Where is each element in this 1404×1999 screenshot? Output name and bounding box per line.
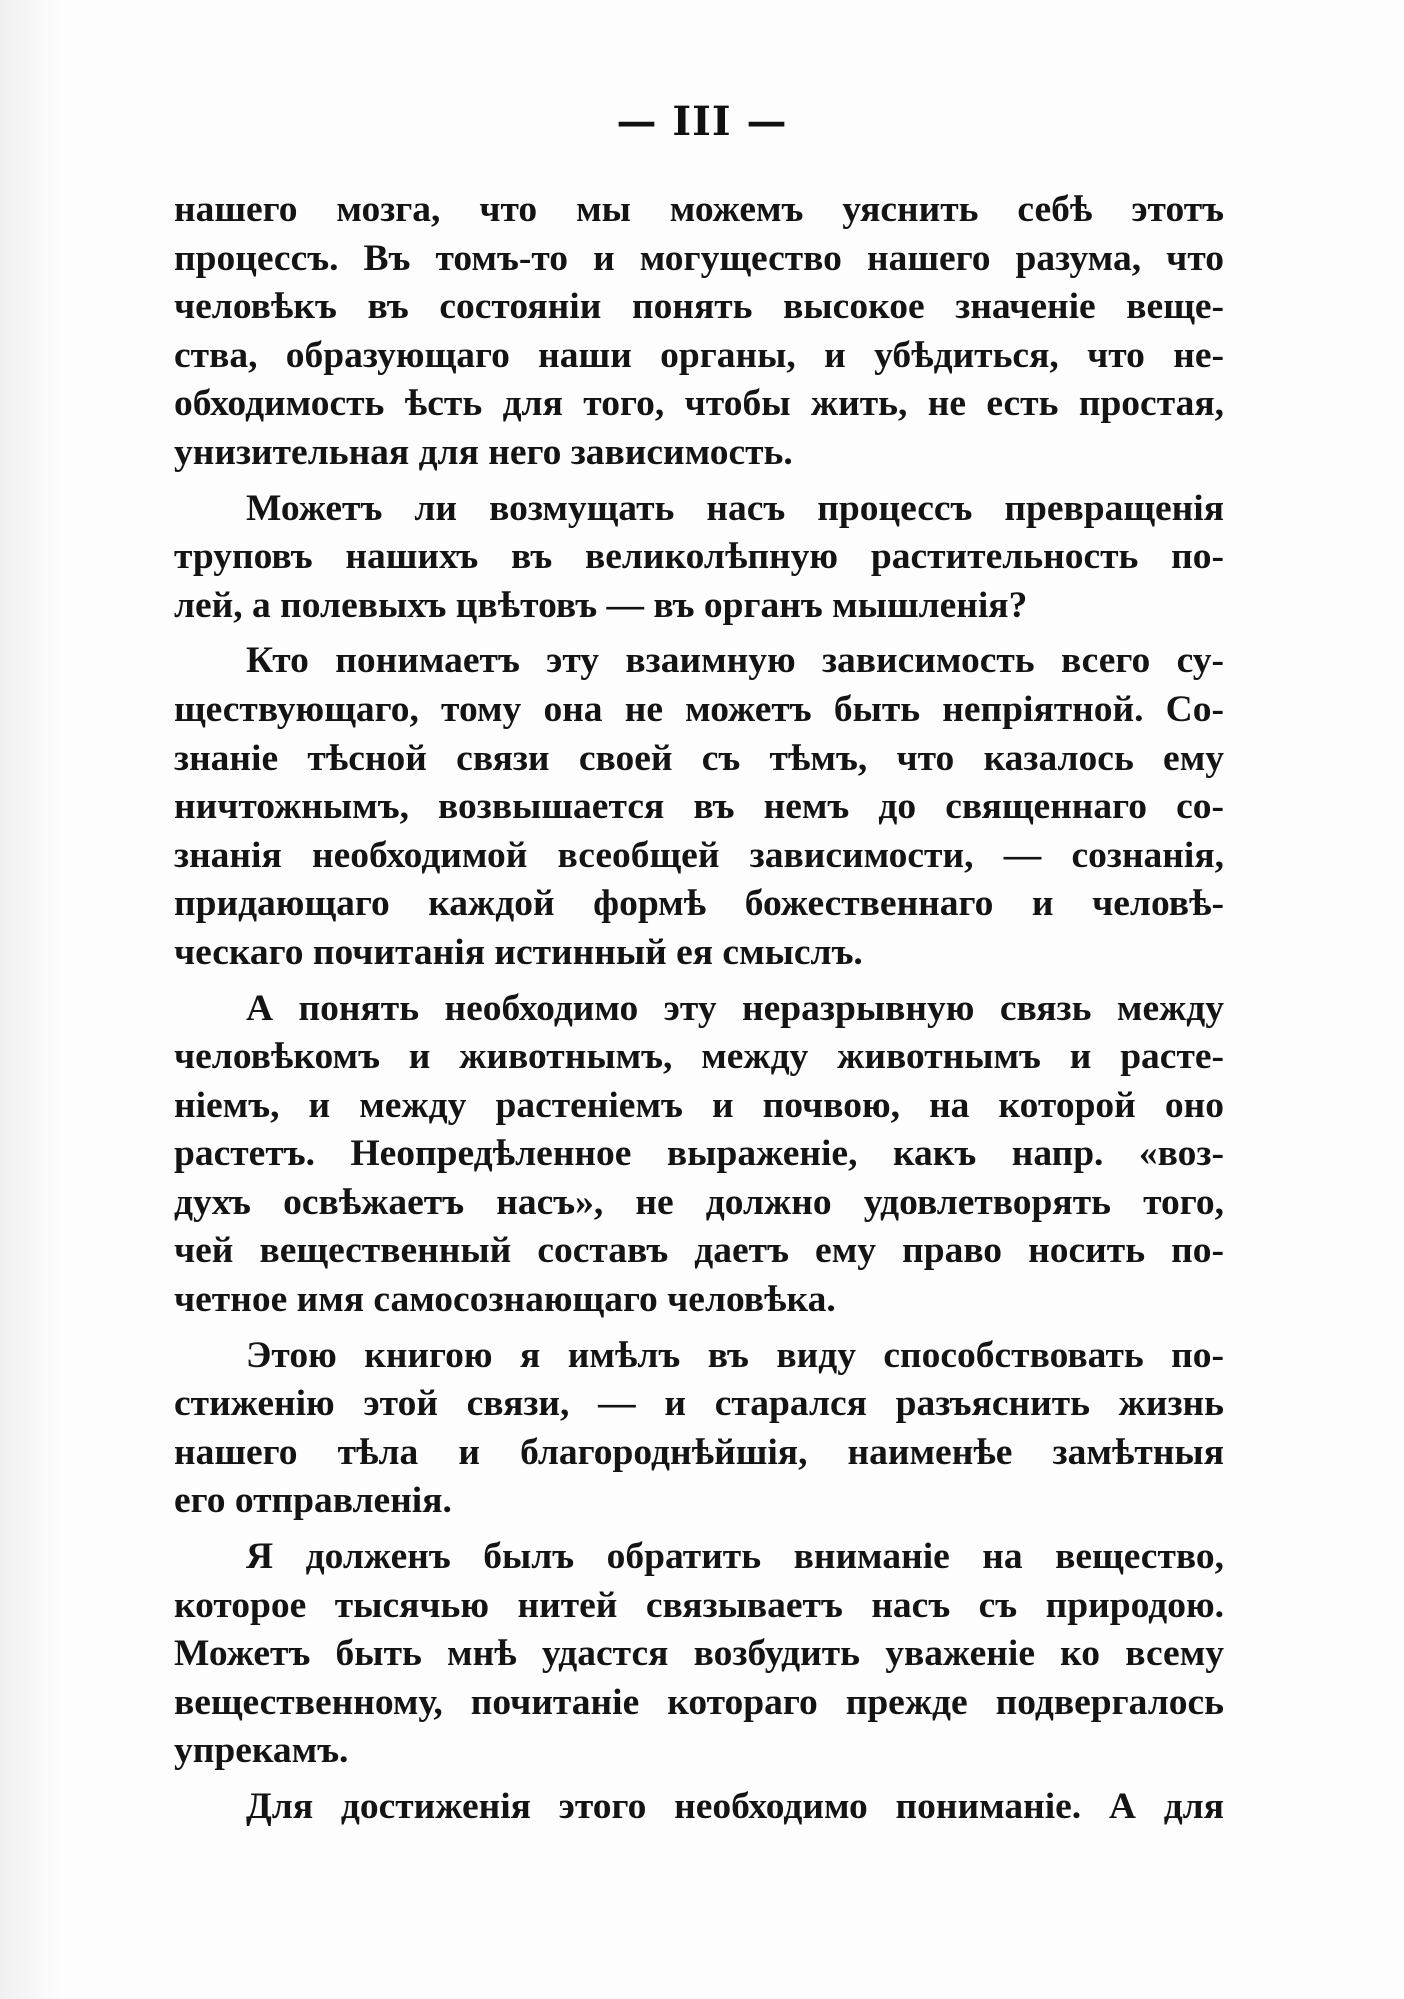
text-line: унизительная для него зависимость. <box>174 431 793 473</box>
text-line: труповъ нашихъ въ великолѣпную растительность по- <box>174 536 1224 578</box>
text-line: знанія необходимой всеобщей зависимости, — сознанія, <box>174 834 1224 876</box>
text-line: нашего мозга, что мы можемъ уяснить себѣ этотъ <box>174 189 1224 230</box>
text-line: человѣкомъ и животнымъ, между животнымъ и расте- <box>174 1036 1224 1078</box>
text-line: духъ освѣжаетъ насъ», не должно удовлетворять того, <box>174 1181 1224 1223</box>
text-line: вещественному, почитаніе котораго прежде подвергалось <box>174 1681 1224 1723</box>
paragraph <box>174 485 1224 631</box>
text-line: стиженію этой связи, — и старался разъяснить жизнь <box>174 1383 1224 1425</box>
text-line: Кто понимаетъ эту взаимную зависимость всего су- <box>246 640 1224 682</box>
text-line: процессъ. Въ томъ-то и могущество нашего разума, что <box>174 237 1224 279</box>
text-line: человѣкъ въ состояніи понять высокое значеніе веще- <box>174 286 1224 328</box>
text-line: растетъ. Неопредѣленное выраженіе, какъ напр. «воз- <box>174 1133 1224 1175</box>
text-line: нашего тѣла и благороднѣйшія, наименѣе замѣтныя <box>174 1431 1224 1473</box>
text-line: ніемъ, и между растеніемъ и почвою, на которой оно <box>174 1084 1224 1126</box>
text-line: его отправленія. <box>174 1480 452 1522</box>
paragraph <box>174 1783 1224 1832</box>
text-line: лей, а полевыхъ цвѣтовъ — въ органъ мышленія? <box>174 584 1028 626</box>
text-line: ществующаго, тому она не можетъ быть непріятной. Со- <box>174 688 1224 730</box>
paragraph <box>174 985 1224 1325</box>
text-line: Можетъ ли возмущать насъ процессъ превращенія <box>246 487 1224 529</box>
paragraph <box>174 1332 1224 1526</box>
text-line: Можетъ быть мнѣ удастся возбудить уваженіе ко всему <box>174 1633 1224 1675</box>
text-line: А понять необходимо эту неразрывную связь между <box>246 987 1224 1029</box>
text-line: Этою книгою я имѣлъ въ виду способствовать по- <box>246 1334 1224 1376</box>
text-line: ства, образующаго наши органы, и убѣдиться, что не- <box>174 334 1224 376</box>
paragraph <box>174 637 1224 977</box>
text-line: обходимость ѣсть для того, чтобы жить, не есть простая, <box>174 383 1224 425</box>
text-line: ничтожнымъ, возвышается въ немъ до священнаго со- <box>174 786 1224 828</box>
paragraph <box>174 186 1224 478</box>
scan-shadow <box>0 0 60 1999</box>
text-line: ческаго почитанія истинный ея смыслъ. <box>174 931 863 973</box>
text-line: знаніе тѣсной связи своей съ тѣмъ, что казалось ему <box>174 737 1224 779</box>
text-line: чей вещественный составъ даетъ ему право носить по- <box>174 1230 1224 1272</box>
page-number: — III — <box>616 98 788 145</box>
text-line: четное имя самосознающаго человѣка. <box>174 1279 836 1321</box>
text-line: Для достиженія этого необходимо пониманіе. А для <box>246 1786 1224 1827</box>
paragraph <box>174 1533 1224 1776</box>
text-line: упрекамъ. <box>174 1730 349 1772</box>
body-text <box>174 186 1224 1839</box>
text-line: которое тысячью нитей связываетъ насъ съ природою. <box>174 1584 1224 1626</box>
text-line: придающаго каждой формѣ божественнаго и человѣ- <box>174 883 1224 925</box>
text-line: Я долженъ былъ обратить вниманіе на вещество, <box>246 1536 1224 1578</box>
